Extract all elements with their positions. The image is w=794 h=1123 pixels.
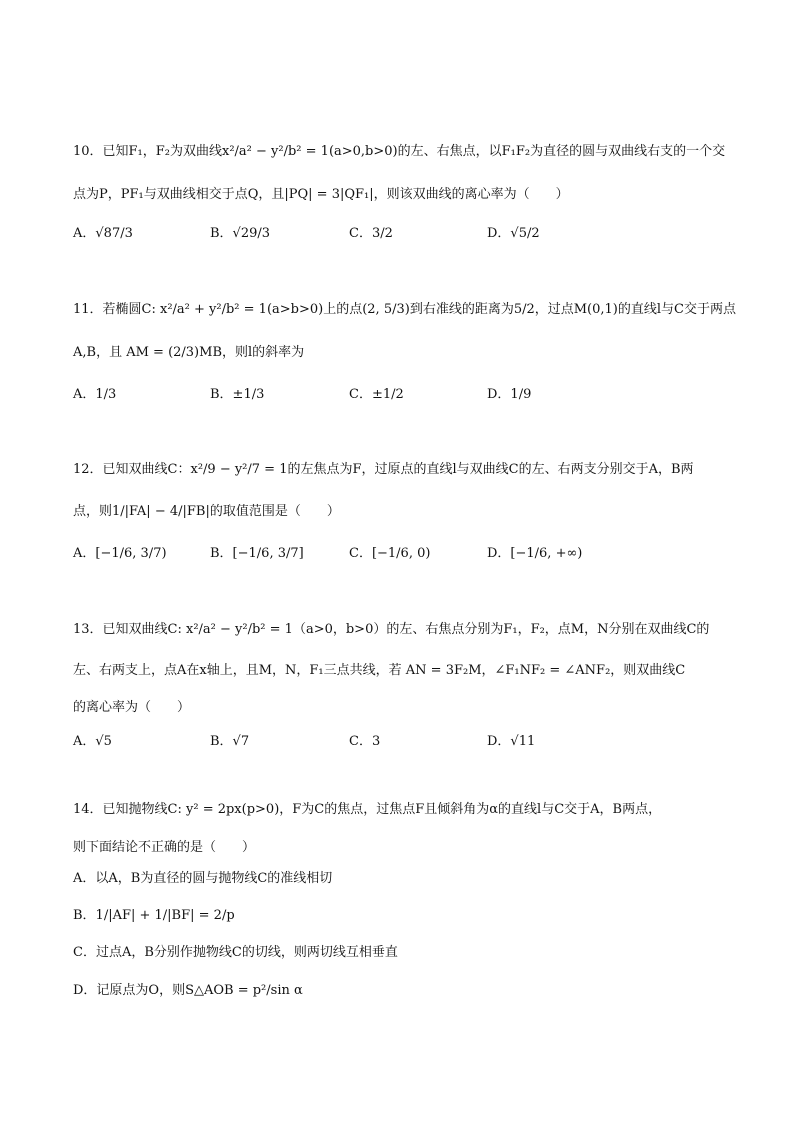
q10-line1: 10．已知F₁，F₂为双曲线x²/a² − y²/b² = 1(a>0,b>0)的左、右焦点，以F₁F₂为直径的圆与双曲线右支的一个交	[73, 144, 726, 159]
q12-line1: 12．已知双曲线C：x²/9 − y²/7 = 1的左焦点为F，过原点的直线l与双曲线C的左、右两支分别交于A，B两	[73, 462, 694, 477]
q11-option-a[interactable]: A．1/3	[73, 387, 117, 402]
q13-option-a[interactable]: A．√5	[73, 734, 112, 749]
q12-option-d[interactable]: D．[−1/6, +∞)	[487, 546, 583, 561]
q11-option-d[interactable]: D．1/9	[487, 387, 532, 402]
q13-line2: 左、右两支上，点A在x轴上，且M，N，F₁三点共线，若 AN = 3F₂M，∠F₁NF₂ = ∠ANF₂，则双曲线C	[73, 663, 686, 678]
q10-option-c[interactable]: C．3/2	[349, 226, 393, 241]
q11-option-c[interactable]: C．±1/2	[349, 387, 404, 402]
q12-line2: 点，则1/|FA| − 4/|FB|的取值范围是（ ）	[73, 504, 340, 519]
q14-option-b[interactable]: B．1/|AF| + 1/|BF| = 2/p	[73, 908, 235, 923]
q13-option-b[interactable]: B．√7	[210, 734, 250, 749]
q13-option-c[interactable]: C．3	[349, 734, 381, 749]
q14-option-d[interactable]: D．记原点为O，则S△AOB = p²/sin α	[73, 983, 303, 998]
q14-option-a[interactable]: A．以A，B为直径的圆与抛物线C的准线相切	[73, 871, 333, 886]
q14-option-c[interactable]: C．过点A，B分别作抛物线C的切线，则两切线互相垂直	[73, 945, 398, 960]
q12-option-a[interactable]: A．[−1/6, 3/7)	[73, 546, 167, 561]
q12-option-c[interactable]: C．[−1/6, 0)	[349, 546, 431, 561]
q11-option-b[interactable]: B．±1/3	[210, 387, 265, 402]
q11-line1: 11．若椭圆C: x²/a² + y²/b² = 1(a>b>0)上的点(2, 5/3)到右准线的距离为5/2，过点M(0,1)的直线l与C交于两点	[73, 302, 736, 317]
q10-option-b[interactable]: B．√29/3	[210, 226, 271, 241]
q13-line1: 13．已知双曲线C: x²/a² − y²/b² = 1（a>0，b>0）的左、右焦点分别为F₁，F₂，点M，N分别在双曲线C的	[73, 622, 710, 637]
q11-line2: A,B，且 AM = (2/3)MB，则l的斜率为	[73, 345, 305, 360]
q14-line1: 14．已知抛物线C: y² = 2px(p>0)，F为C的焦点，过焦点F且倾斜角为α的直线l与C交于A，B两点，	[73, 802, 662, 817]
q13-line3: 的离心率为（ ）	[73, 700, 191, 715]
q10-option-a[interactable]: A．√87/3	[73, 226, 133, 241]
q10-line2: 点为P，PF₁与双曲线相交于点Q，且|PQ| = 3|QF₁|，则该双曲线的离心率为（ ）	[73, 187, 569, 202]
q14-line2: 则下面结论不正确的是（ ）	[73, 840, 256, 855]
q10-option-d[interactable]: D．√5/2	[487, 226, 540, 241]
q13-option-d[interactable]: D．√11	[487, 734, 536, 749]
q12-option-b[interactable]: B．[−1/6, 3/7]	[210, 546, 304, 561]
